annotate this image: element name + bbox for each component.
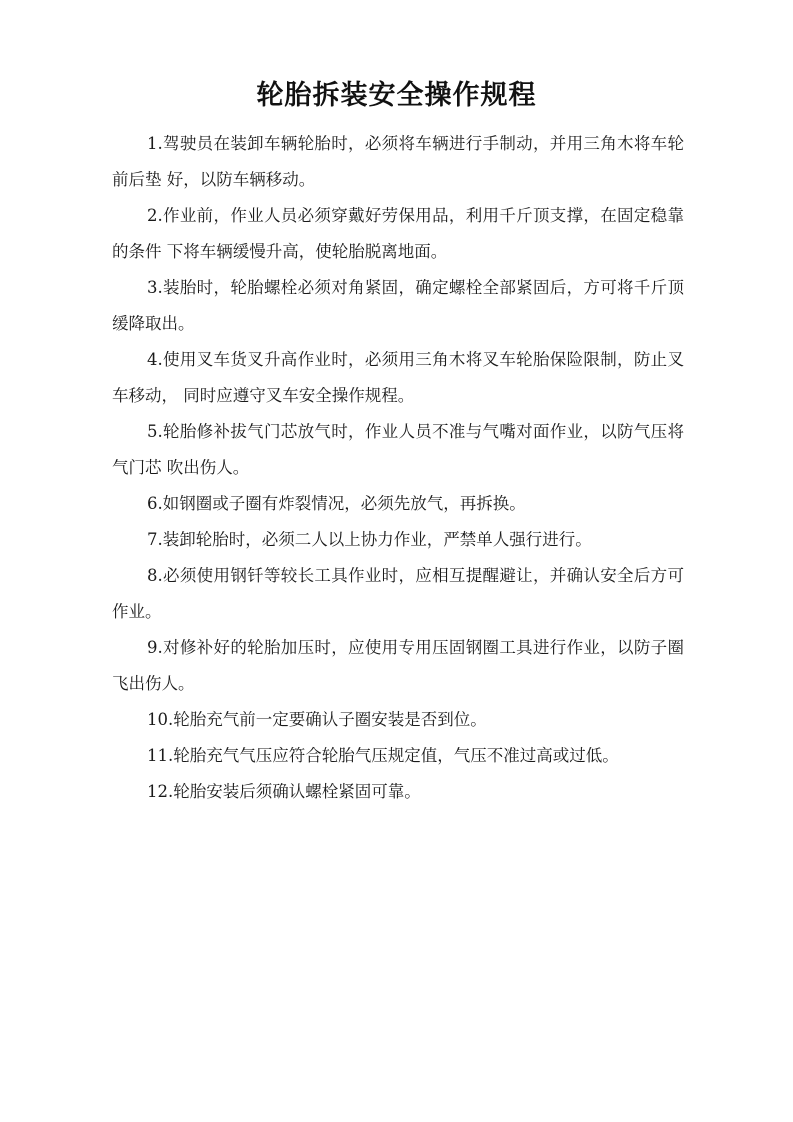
- paragraph-12: 12.轮胎安装后须确认螺栓紧固可靠。: [147, 782, 421, 801]
- paragraph-8: 8.必须使用钢钎等较长工具作业时，应相互提醒避让，并确认安全后方可作业。: [112, 566, 684, 621]
- paragraph-5: 5.轮胎修补拔气门芯放气时，作业人员不准与气嘴对面作业，以防气压将气门芯 吹出伤人。: [112, 422, 684, 477]
- paragraph-7: 7.装卸轮胎时，必须二人以上协力作业，严禁单人强行进行。: [147, 530, 592, 549]
- paragraph-2: 2.作业前，作业人员必须穿戴好劳保用品，利用千斤顶支撑，在固定稳靠的条件 下将车辆缓慢升高，使轮胎脱离地面。: [112, 206, 684, 261]
- paragraph-6: 6.如钢圈或子圈有炸裂情况，必须先放气，再拆换。: [147, 494, 526, 513]
- document-body: [112, 126, 684, 810]
- paragraph-11: 11.轮胎充气气压应符合轮胎气压规定值，气压不准过高或过低。: [147, 746, 619, 765]
- paragraph-3: 3.装胎时，轮胎螺栓必须对角紧固，确定螺栓全部紧固后，方可将千斤顶缓降取出。: [112, 278, 684, 333]
- paragraph-1: 1.驾驶员在装卸车辆轮胎时，必须将车辆进行手制动，并用三角木将车轮前后垫 好，以防车辆移动。: [112, 134, 684, 189]
- paragraph-4: 4.使用叉车货叉升高作业时，必须用三角木将叉车轮胎保险限制，防止叉车移动， 同时应遵守叉车安全操作规程。: [112, 350, 684, 405]
- document-title: 轮胎拆装安全操作规程: [256, 80, 537, 111]
- paragraph-10: 10.轮胎充气前一定要确认子圈安装是否到位。: [147, 710, 487, 729]
- paragraph-9: 9.对修补好的轮胎加压时，应使用专用压固钢圈工具进行作业，以防子圈飞出伤人。: [112, 638, 684, 693]
